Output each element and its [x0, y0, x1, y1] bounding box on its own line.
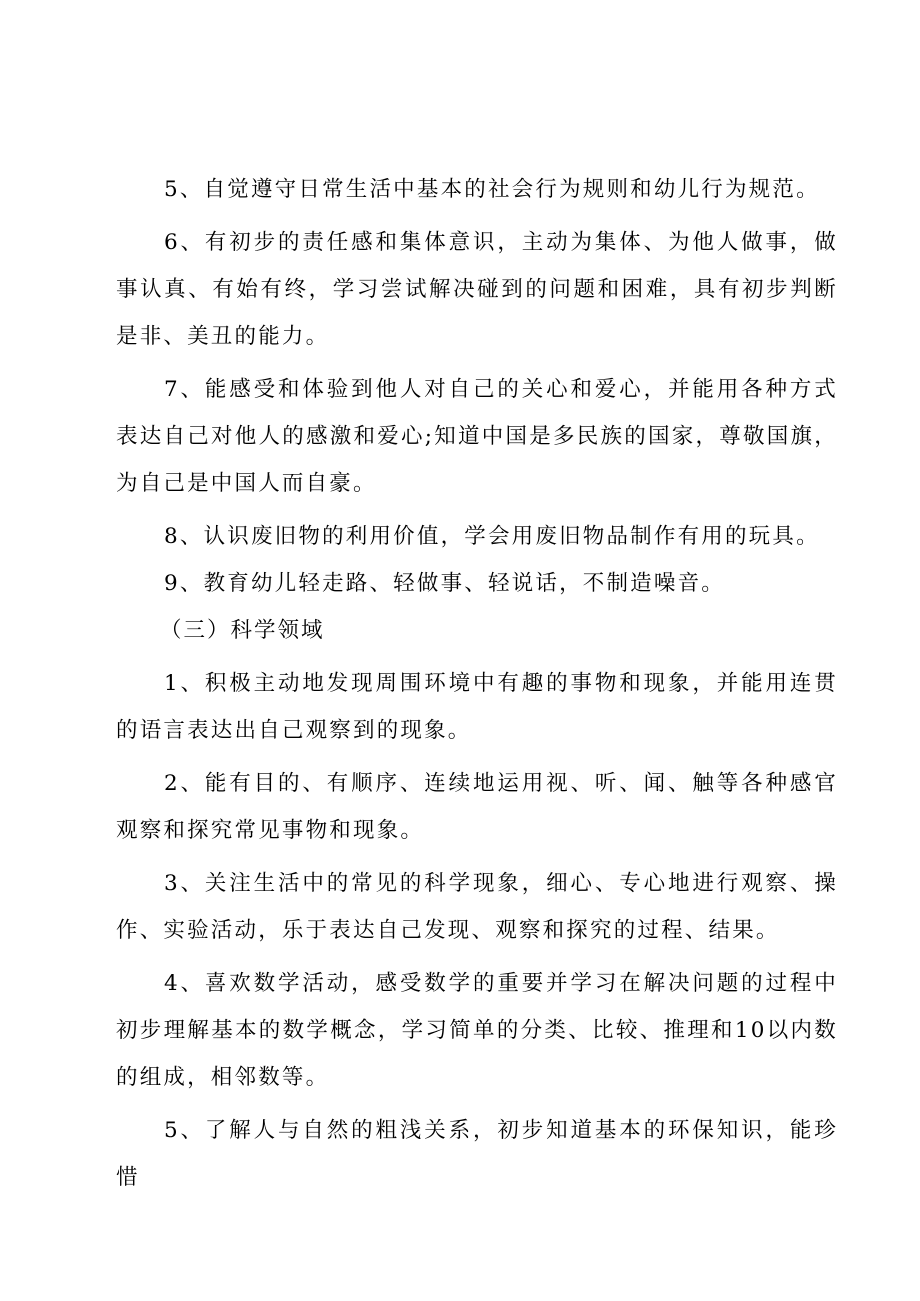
- science-item-1: 1、积极主动地发现周围环境中有趣的事物和现象，并能用连贯的语言表达出自己观察到的现象。: [116, 671, 838, 743]
- science-item-3: 3、关注生活中的常见的科学现象，细心、专心地进行观察、操作、实验活动，乐于表达自己发现、观察和探究的过程、结果。: [116, 871, 838, 943]
- science-item-5: 5、了解人与自然的粗浅关系，初步知道基本的环保知识，能珍惜: [116, 1118, 838, 1190]
- document-body: [116, 166, 838, 1201]
- paragraph-item-8: 8、认识废旧物的利用价值，学会用废旧物品制作有用的玩具。: [164, 524, 820, 549]
- paragraph-item-5: 5、自觉遵守日常生活中基本的社会行为规则和幼儿行为规范。: [164, 177, 820, 202]
- paragraph-item-6: 6、有初步的责任感和集体意识，主动为集体、为他人做事，做事认真、有始有终，学习尝试解决碰到的问题和困难，具有初步判断是非、美丑的能力。: [116, 230, 838, 349]
- section-heading-science: （三）科学领域: [160, 618, 325, 643]
- science-item-2: 2、能有目的、有顺序、连续地运用视、听、闻、触等各种感官观察和探究常见事物和现象。: [116, 771, 838, 843]
- science-item-4: 4、喜欢数学活动，感受数学的重要并学习在解决问题的过程中初步理解基本的数学概念，学习简单的分类、比较、推理和10以内数的组成，相邻数等。: [116, 971, 838, 1090]
- paragraph-item-9: 9、教育幼儿轻走路、轻做事、轻说话，不制造噪音。: [164, 571, 725, 596]
- paragraph-item-7: 7、能感受和体验到他人对自己的关心和爱心，并能用各种方式表达自己对他人的感激和爱心;知道中国是多民族的国家，尊敬国旗，为自己是中国人而自豪。: [116, 377, 838, 496]
